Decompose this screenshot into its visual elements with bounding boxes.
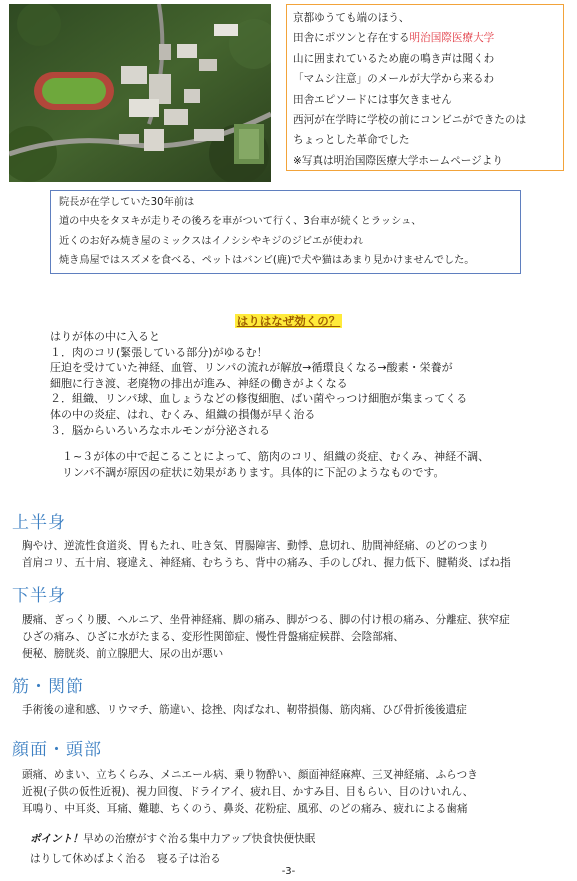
intro-line: 西河が在学時に学校の前にコンビニができたのは — [293, 114, 527, 127]
point-label: ポイント！ — [30, 833, 83, 845]
intro-box — [286, 4, 564, 171]
point-line: はりして休めばよく治る 寝る子は治る — [30, 853, 221, 865]
mechanism-summary — [62, 449, 562, 480]
mechanism-line: 体の中の炎症、はれ、むくみ、組織の損傷が早く治る — [50, 407, 316, 421]
running-track — [34, 72, 114, 110]
section-heading-upper-body: 上半身 — [12, 513, 66, 533]
history-line: 焼き鳥屋ではスズメを食べる、ペットはバンビ(鹿)で犬や猫はあまり見かけませんでした。 — [59, 255, 475, 267]
point-text: 早めの治療がすぐ治る集中力アップ快食快便快眠 — [82, 833, 316, 845]
history-line: 院長が在学していた30年前は — [59, 197, 195, 208]
history-line: 近くのお好み焼き屋のミックスはイノシシやキジのジビエが使われ — [59, 235, 363, 247]
mechanism-line: ２．組織、リンパ球、血しょうなどの修復細胞、ばい菌やっつけ細胞が集まってくる — [50, 392, 468, 406]
mechanism-body — [50, 329, 550, 438]
section-heading-muscle-joint: 筋・関節 — [12, 677, 84, 697]
mechanism-line: 圧迫を受けていた神経、血管、リンパの流れが解放→循環良くなる→酸素・栄養が — [50, 361, 453, 375]
summary-line: リンパ不調が原因の症状に効果があります。具体的に下記のようなものです。 — [62, 465, 445, 479]
intro-line: 「マムシ注意」のメールが大学から来るわ — [293, 73, 495, 86]
section-body-face-head — [22, 767, 570, 818]
university-name: 明治国際医療大学 — [409, 32, 495, 45]
symptom-line: 腰痛、ぎっくり腰、ヘルニア、坐骨神経痛、脚の痛み、脚がつる、脚の付け根の痛み、分離症、狭窄症 — [22, 614, 510, 626]
symptom-line: ひざの痛み、ひざに水がたまる、変形性関節症、慢性骨盤痛症候群、会陰部痛、 — [22, 631, 405, 643]
campus-aerial-photo — [9, 4, 271, 182]
intro-line: 田舎エピソードには事欠きません — [293, 93, 452, 106]
point-line — [30, 829, 315, 849]
symptom-line: 頭痛、めまい、立ちくらみ、メニエール病、乗り物酔い、顔面神経麻痺、三叉神経痛、ふらつき — [22, 769, 478, 781]
point-note — [30, 829, 315, 869]
intro-line: ※写真は明治国際医療大学ホームページより — [293, 154, 503, 167]
symptom-line: 近視(子供の仮性近視)、視力回復、ドライアイ、疲れ目、かすみ目、目もらい、目のけいれん、 — [22, 786, 474, 798]
intro-line: 京都ゆうても端のほう、 — [293, 12, 410, 24]
history-line: 道の中央をタヌキが走りその後ろを車がついて行く、3台車が続くとラッシュ、 — [59, 216, 422, 228]
intro-line — [293, 28, 557, 48]
intro-line: 山に囲まれているため鹿の鳴き声は聞くわ — [293, 52, 495, 65]
section-heading-lower-body: 下半身 — [12, 586, 66, 606]
mechanism-title — [0, 313, 577, 329]
section-body-muscle-joint — [22, 702, 570, 719]
section-heading-face-head: 顔面・頭部 — [12, 740, 102, 760]
mechanism-line: ３．脳からいろいろなホルモンが分泌される — [50, 423, 270, 437]
section-body-upper-body — [22, 538, 570, 572]
summary-line: １~３が体の中で起こることによって、筋肉のコリ、組織の炎症、むくみ、神経不調、 — [62, 450, 490, 463]
history-box — [50, 190, 521, 274]
section-body-lower-body — [22, 612, 570, 663]
intro-line-text: 田舎にポツンと存在する — [293, 32, 410, 45]
symptom-line: 便秘、膀胱炎、前立腺肥大、尿の出が悪い — [22, 648, 224, 660]
mechanism-line: １．肉のコリ(緊張している部分)がゆるむ！ — [50, 345, 268, 359]
page-number: -3- — [281, 866, 296, 877]
symptom-line: 胸やけ、逆流性食道炎、胃もたれ、吐き気、胃腸障害、動悸、息切れ、肋間神経痛、のどのつまり — [22, 540, 489, 552]
intro-line: ちょっとした革命でした — [293, 134, 410, 147]
mechanism-line: はりが体の中に入ると — [50, 330, 160, 343]
symptom-line: 手術後の違和感、リウマチ、筋違い、捻挫、肉ばなれ、靭帯損傷、筋肉痛、ひび骨折後後遺症 — [22, 704, 467, 716]
symptom-line: 耳鳴り、中耳炎、耳痛、難聴、ちくのう、鼻炎、花粉症、風邪、のどの痛み、疲れによる歯痛 — [22, 803, 468, 815]
mechanism-line: 細胞に行き渡、老廃物の排出が進み、神経の働きがよくなる — [50, 376, 348, 390]
mechanism-title-text: はりはなぜ効くの？ — [236, 314, 341, 328]
symptom-line: 首肩コリ、五十肩、寝違え、神経痛、むちうち、背中の痛み、手のしびれ、握力低下、腱鞘炎、ばね指 — [22, 557, 511, 569]
